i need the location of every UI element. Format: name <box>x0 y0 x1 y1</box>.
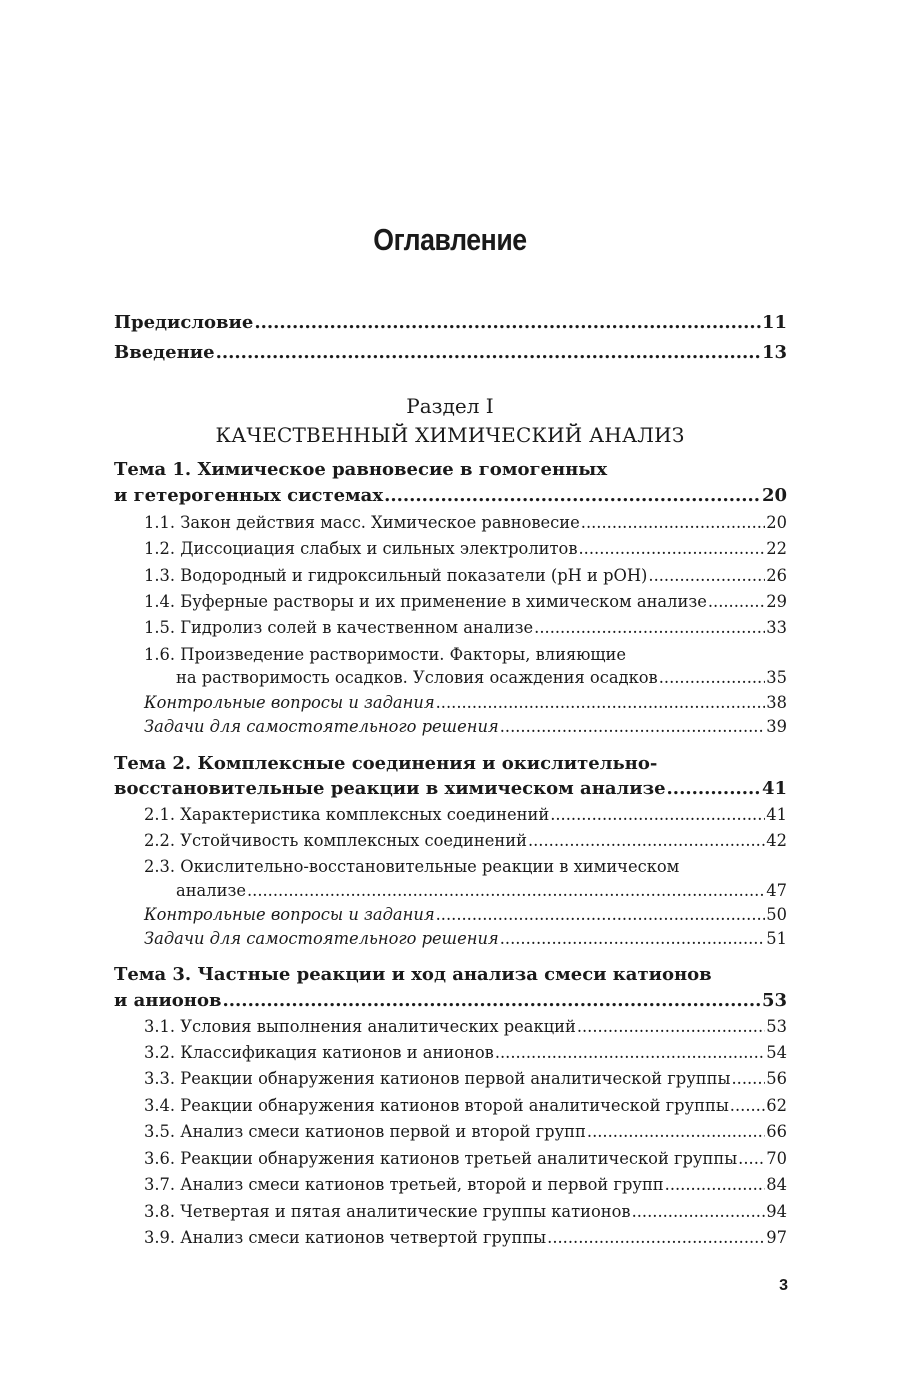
toc-subentry-title: 1.2. Диссоциация слабых и сильных электролитов <box>144 539 578 558</box>
toc-subentry[interactable] <box>144 1096 787 1115</box>
toc-subentry[interactable] <box>144 805 787 824</box>
toc-subentry-title: Задачи для самостоятельного решения <box>144 717 499 736</box>
toc-subentry-page: 41 <box>766 805 787 824</box>
toc-subentry[interactable] <box>144 1149 787 1168</box>
toc-tasks[interactable] <box>144 717 787 736</box>
dot-leader <box>708 592 765 611</box>
toc-subentry[interactable] <box>144 1228 787 1247</box>
toc-subentry-page: 84 <box>766 1175 787 1194</box>
toc-subentry-title: 3.7. Анализ смеси катионов третьей, второй и первой групп <box>144 1175 664 1194</box>
dot-leader <box>500 929 766 948</box>
dot-leader <box>534 618 765 637</box>
toc-entry-title: и гетерогенных системах <box>114 485 384 506</box>
dot-leader <box>247 881 765 900</box>
toc-subentry[interactable] <box>144 566 787 585</box>
toc-subentry-title: 3.3. Реакции обнаружения катионов первой аналитической группы <box>144 1069 731 1088</box>
topic-3-title-line1[interactable]: Тема 3. Частные реакции и ход анализа смеси катионов <box>114 964 712 985</box>
dot-leader <box>738 1149 765 1168</box>
page-number: 3 <box>779 1277 788 1294</box>
toc-subentry-page: 22 <box>766 539 787 558</box>
dot-leader <box>547 1228 765 1247</box>
toc-subentry[interactable] <box>176 668 787 687</box>
toc-subentry-page: 38 <box>766 693 787 712</box>
toc-subentry-title: 2.2. Устойчивость комплексных соединений <box>144 831 527 850</box>
dot-leader <box>581 513 766 532</box>
toc-subentry-page: 70 <box>766 1149 787 1168</box>
toc-subentry-page: 54 <box>766 1043 787 1062</box>
toc-subentry-page: 47 <box>766 881 787 900</box>
dot-leader <box>579 539 766 558</box>
dot-leader <box>731 1069 765 1088</box>
dot-leader <box>223 990 761 1011</box>
dot-leader <box>648 566 765 585</box>
toc-subentry[interactable] <box>144 1017 787 1036</box>
toc-entry-topic-2[interactable] <box>114 778 787 799</box>
dot-leader <box>500 717 766 736</box>
toc-subentry-page: 39 <box>766 717 787 736</box>
toc-subentry[interactable] <box>144 618 787 637</box>
dot-leader <box>730 1096 765 1115</box>
toc-subentry-title: 3.9. Анализ смеси катионов четвертой группы <box>144 1228 547 1247</box>
dot-leader <box>550 805 765 824</box>
toc-entry-page: 53 <box>761 990 787 1011</box>
toc-entry-title: Введение <box>114 342 215 363</box>
toc-subentry[interactable] <box>144 513 787 532</box>
toc-subentry-page: 20 <box>766 513 787 532</box>
toc-subentry-title: анализе <box>176 881 246 900</box>
dot-leader <box>577 1017 765 1036</box>
toc-entry-title: Предисловие <box>114 312 254 333</box>
topic-2-title-line1[interactable]: Тема 2. Комплексные соединения и окислительно- <box>114 753 658 774</box>
toc-entry-preface[interactable] <box>114 312 787 333</box>
toc-subentry-page: 53 <box>766 1017 787 1036</box>
dot-leader <box>587 1122 765 1141</box>
toc-subentry[interactable] <box>144 592 787 611</box>
toc-subentry-page: 62 <box>766 1096 787 1115</box>
toc-subentry-title: 3.8. Четвертая и пятая аналитические группы катионов <box>144 1202 631 1221</box>
toc-subentry[interactable] <box>176 881 787 900</box>
toc-entry-topic-3[interactable] <box>114 990 787 1011</box>
toc-subentry[interactable] <box>144 1043 787 1062</box>
toc-subentry[interactable] <box>144 1122 787 1141</box>
toc-entry-title: и анионов <box>114 990 222 1011</box>
toc-entry-page: 20 <box>761 485 787 506</box>
toc-subentry[interactable] <box>144 1069 787 1088</box>
toc-subentry-title: на растворимость осадков. Условия осаждения осадков <box>176 668 658 687</box>
toc-subentry-line1[interactable]: 2.3. Окислительно-восстановительные реакции в химическом <box>144 857 680 876</box>
dot-leader <box>495 1043 765 1062</box>
toc-subentry-page: 26 <box>766 566 787 585</box>
toc-subentry-title: 3.4. Реакции обнаружения катионов второй аналитической группы <box>144 1096 729 1115</box>
toc-subentry[interactable] <box>144 1175 787 1194</box>
dot-leader <box>659 668 766 687</box>
toc-subentry-page: 35 <box>766 668 787 687</box>
dot-leader <box>216 342 761 363</box>
toc-subentry-page: 33 <box>766 618 787 637</box>
toc-entry-title: восстановительные реакции в химическом анализе <box>114 778 666 799</box>
topic-1-title-line1[interactable]: Тема 1. Химическое равновесие в гомогенных <box>114 459 608 480</box>
toc-questions[interactable] <box>144 905 787 924</box>
toc-tasks[interactable] <box>144 929 787 948</box>
toc-entry-topic-1[interactable] <box>114 485 787 506</box>
toc-subentry-page: 56 <box>766 1069 787 1088</box>
toc-subentry-title: 1.3. Водородный и гидроксильный показатели (pH и pOH) <box>144 566 648 585</box>
toc-entry-page: 13 <box>761 342 787 363</box>
toc-subentry-title: 3.1. Условия выполнения аналитических реакций <box>144 1017 576 1036</box>
toc-subentry-title: 1.1. Закон действия масс. Химическое равновесие <box>144 513 580 532</box>
toc-subentry-page: 50 <box>766 905 787 924</box>
dot-leader <box>665 1175 766 1194</box>
toc-subentry-title: 3.6. Реакции обнаружения катионов третьей аналитической группы <box>144 1149 738 1168</box>
section-number: Раздел I <box>406 394 494 418</box>
toc-subentry[interactable] <box>144 1202 787 1221</box>
toc-subentry-title: Контрольные вопросы и задания <box>144 693 435 712</box>
toc-subentry-line1[interactable]: 1.6. Произведение растворимости. Факторы, влияющие <box>144 645 627 664</box>
toc-questions[interactable] <box>144 693 787 712</box>
section-title: КАЧЕСТВЕННЫЙ ХИМИЧЕСКИЙ АНАЛИЗ <box>215 423 685 447</box>
toc-entry-page: 11 <box>761 312 787 333</box>
dot-leader <box>384 485 761 506</box>
toc-subentry-page: 97 <box>766 1228 787 1247</box>
toc-subentry-title: 1.4. Буферные растворы и их применение в химическом анализе <box>144 592 707 611</box>
toc-subentry-title: 1.5. Гидролиз солей в качественном анализе <box>144 618 534 637</box>
dot-leader <box>436 905 766 924</box>
dot-leader <box>667 778 761 799</box>
dot-leader <box>254 312 761 333</box>
toc-subentry-page: 51 <box>766 929 787 948</box>
toc-subentry-page: 66 <box>766 1122 787 1141</box>
toc-subentry-title: 3.5. Анализ смеси катионов первой и второй групп <box>144 1122 586 1141</box>
dot-leader <box>436 693 766 712</box>
dot-leader <box>632 1202 766 1221</box>
toc-subentry-page: 29 <box>766 592 787 611</box>
toc-subentry-page: 42 <box>766 831 787 850</box>
page-title: Оглавление <box>373 222 527 257</box>
toc-subentry-title: 3.2. Классификация катионов и анионов <box>144 1043 494 1062</box>
toc-subentry-title: 2.1. Характеристика комплексных соединений <box>144 805 550 824</box>
toc-entry-introduction[interactable] <box>114 342 787 363</box>
toc-subentry-title: Задачи для самостоятельного решения <box>144 929 499 948</box>
toc-subentry-page: 94 <box>766 1202 787 1221</box>
toc-subentry-title: Контрольные вопросы и задания <box>144 905 435 924</box>
toc-subentry[interactable] <box>144 831 787 850</box>
toc-entry-page: 41 <box>761 778 787 799</box>
toc-subentry[interactable] <box>144 539 787 558</box>
dot-leader <box>528 831 765 850</box>
